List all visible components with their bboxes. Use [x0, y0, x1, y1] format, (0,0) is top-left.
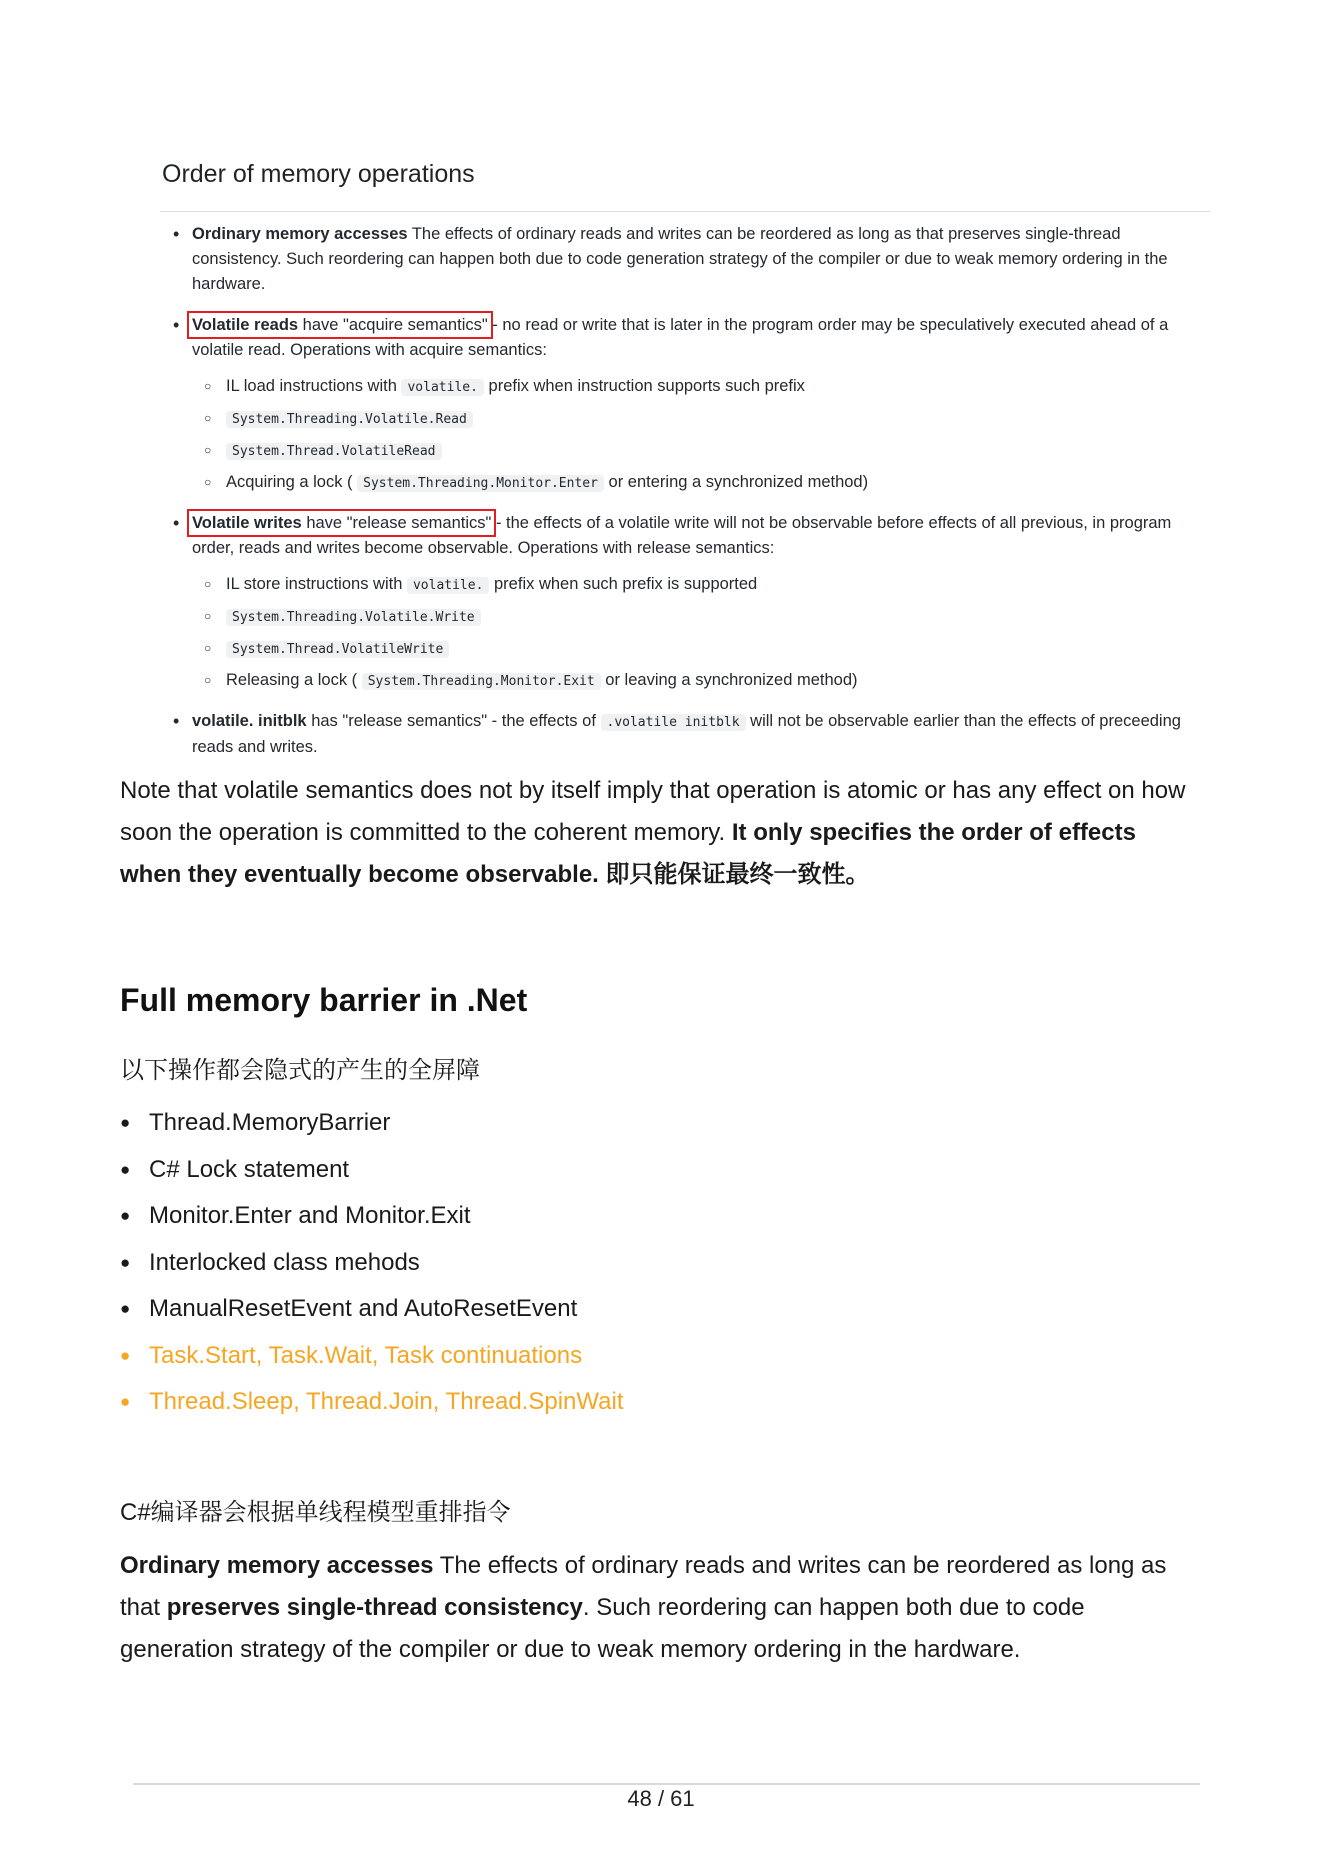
- embedded-screenshot: [160, 160, 1210, 776]
- compiler-intro: C#编译器会根据单线程模型重排指令: [120, 1499, 511, 1526]
- barrier-list: [120, 1103, 1020, 1429]
- barrier-intro: 以下操作都会隐式的产生的全屏障: [120, 1057, 480, 1084]
- list-item-highlighted: ● Task.Start, Task.Wait, Task continuations: [120, 1336, 1020, 1383]
- sub-text: Acquiring a lock (: [226, 473, 358, 491]
- list-item-volatile-writes: [160, 511, 1210, 693]
- list-item: [192, 669, 1210, 693]
- compiler-bold-2: preserves single-thread consistency: [166, 1594, 583, 1621]
- inline-code: System.Thread.VolatileRead: [226, 443, 442, 460]
- sub-text: prefix when such prefix is supported: [489, 575, 758, 593]
- list-item: [192, 407, 1210, 431]
- inline-code: System.Threading.Volatile.Read: [226, 411, 473, 428]
- volatile-reads-text: - no read or write that is later in the program order may be speculatively executed ahead of a volatile read. Operations with acquire semantics:: [192, 316, 1169, 359]
- footer-divider: [133, 1783, 1200, 1785]
- list-item: [192, 439, 1210, 463]
- release-ops-list: [192, 573, 1210, 693]
- list-item-ordinary: [160, 222, 1210, 297]
- highlight-box-release: [192, 514, 491, 532]
- compiler-paragraph: [120, 1545, 1200, 1671]
- compiler-text-1: The effects of ordinary reads and writes can be reordered as long as that: [120, 1552, 1167, 1621]
- list-item-highlighted: ● Thread.Sleep, Thread.Join, Thread.SpinWait: [120, 1382, 1020, 1429]
- release-semantics-text: have "release semantics": [301, 514, 492, 532]
- note-bold-text: It only specifies the order of effects when they eventually become observable. 即只能保证最终一致性。: [120, 819, 1136, 888]
- list-item: [192, 375, 1210, 399]
- list-item: [192, 637, 1210, 661]
- list-item: [192, 605, 1210, 629]
- list-item: ● Thread.MemoryBarrier: [120, 1103, 1020, 1150]
- list-item: ● Monitor.Enter and Monitor.Exit: [120, 1196, 1020, 1243]
- sub-text: IL load instructions with: [226, 377, 402, 395]
- inline-code: System.Threading.Volatile.Write: [226, 609, 481, 626]
- note-paragraph: [120, 770, 1200, 896]
- screenshot-title: Order of memory operations: [162, 160, 475, 188]
- inline-code: System.Threading.Monitor.Exit: [362, 673, 601, 690]
- note-text: Note that volatile semantics does not by itself imply that operation is atomic or has any effect on how soon the operation is committed to the coherent memory.: [120, 777, 1186, 846]
- inline-code: .volatile initblk: [601, 714, 746, 731]
- list-item: ● Interlocked class mehods: [120, 1243, 1020, 1290]
- initblk-text: has "release semantics" - the effects of: [306, 712, 601, 730]
- volatile-writes-text: - the effects of a volatile write will not be observable before effects of all previous, in program order, reads and writes become observable. Operations with release semantics:: [192, 514, 1172, 557]
- list-item: ● C# Lock statement: [120, 1150, 1020, 1197]
- sub-text: or leaving a synchronized method): [600, 671, 858, 689]
- ordinary-label: Ordinary memory accesses: [192, 225, 408, 243]
- acquire-ops-list: [192, 375, 1210, 495]
- inline-code: volatile.: [401, 379, 483, 396]
- memory-operations-list: [160, 211, 1210, 760]
- ordinary-text: The effects of ordinary reads and writes can be reordered as long as that preserves single-thread consistency. Such reordering can happen both due to code generation strategy of the compiler or due to weak memory ordering in the hardware.: [192, 225, 1168, 293]
- compiler-bold-1: Ordinary memory accesses: [120, 1552, 434, 1579]
- volatile-writes-label: Volatile writes: [192, 514, 302, 532]
- sub-text: prefix when instruction supports such prefix: [483, 377, 805, 395]
- acquire-semantics-text: have "acquire semantics": [298, 316, 488, 334]
- inline-code: System.Threading.Monitor.Enter: [357, 475, 604, 492]
- page-number: 48 / 61: [627, 1786, 695, 1811]
- list-item-initblk: [160, 709, 1210, 760]
- list-item: [192, 573, 1210, 597]
- sub-text: Releasing a lock (: [226, 671, 362, 689]
- list-item-volatile-reads: [160, 313, 1210, 495]
- inline-code: System.Thread.VolatileWrite: [226, 641, 449, 658]
- volatile-reads-label: Volatile reads: [192, 316, 299, 334]
- inline-code: volatile.: [407, 577, 489, 594]
- sub-text: or entering a synchronized method): [603, 473, 869, 491]
- list-item: ● ManualResetEvent and AutoResetEvent: [120, 1289, 1020, 1336]
- initblk-text: will not be observable earlier than the effects of preceeding reads and writes.: [192, 712, 1181, 756]
- sub-text: IL store instructions with: [226, 575, 407, 593]
- section-heading: Full memory barrier in .Net: [120, 982, 528, 1018]
- initblk-label: volatile. initblk: [192, 712, 307, 730]
- compiler-text-2: . Such reordering can happen both due to code generation strategy of the compiler or due to weak memory ordering in the hardware.: [120, 1594, 1085, 1663]
- list-item: [192, 471, 1210, 495]
- highlight-box-acquire: [192, 316, 488, 334]
